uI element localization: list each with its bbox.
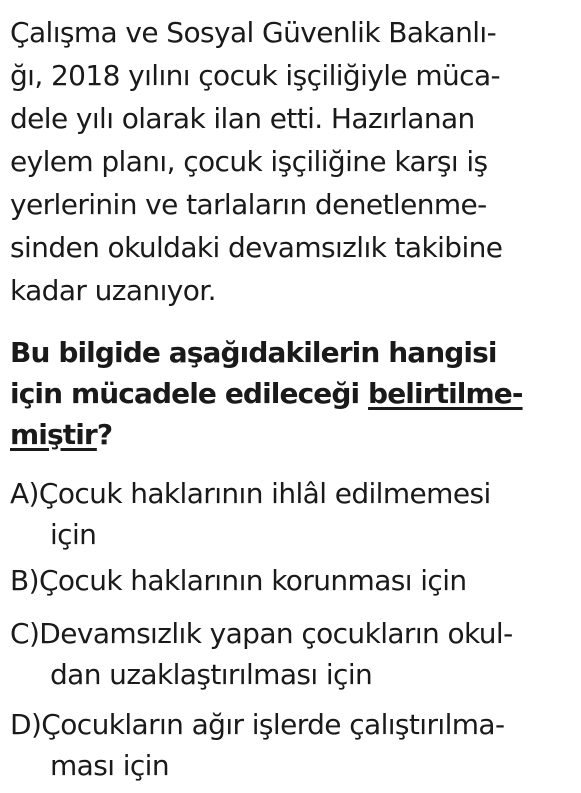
question-line: Bu bilgide aşağıdakilerin hangisi xyxy=(10,336,497,369)
option-a-text-continued: için xyxy=(50,518,97,551)
option-c-text: Devamsızlık yapan çocukların okul- xyxy=(39,617,513,650)
passage-line: sinden okuldaki devamsızlık takibine xyxy=(10,231,503,264)
option-d-text-continued: ması için xyxy=(50,749,170,782)
question-line xyxy=(10,375,523,413)
option-b-line xyxy=(10,562,467,600)
question-underlined-text: belirtilme- xyxy=(368,377,523,410)
option-a-line xyxy=(10,475,491,513)
question-underlined-text: miştir xyxy=(10,418,97,451)
passage-line: eylem planı, çocuk işçiliğine karşı iş xyxy=(10,145,488,178)
option-d-letter: D) xyxy=(10,708,42,741)
option-b-letter: B) xyxy=(10,564,39,597)
passage-line: dele yılı olarak ilan etti. Hazırlanan xyxy=(10,102,475,135)
option-c-text-continued: dan uzaklaştırılması için xyxy=(50,658,373,691)
passage-line: Çalışma ve Sosyal Güvenlik Bakanlı- xyxy=(10,16,497,49)
option-c-line xyxy=(10,615,513,653)
question-text: için mücadele edileceği xyxy=(10,377,369,410)
passage-line: ğı, 2018 yılını çocuk işçiliğiyle müca- xyxy=(10,59,501,92)
option-a-letter: A) xyxy=(10,477,39,510)
passage-line: yerlerinin ve tarlaların denetlenme- xyxy=(10,188,487,221)
option-b-text: Çocuk haklarının korunması için xyxy=(38,564,467,597)
option-c-letter: C) xyxy=(10,617,40,650)
passage-line: kadar uzanıyor. xyxy=(10,274,216,307)
option-a-text: Çocuk haklarının ihlâl edilmemesi xyxy=(38,477,491,510)
option-d-text: Çocukların ağır işlerde çalıştırılma- xyxy=(41,708,505,741)
question-mark: ? xyxy=(96,418,113,451)
option-d-line xyxy=(10,706,505,744)
question-line xyxy=(10,416,112,454)
